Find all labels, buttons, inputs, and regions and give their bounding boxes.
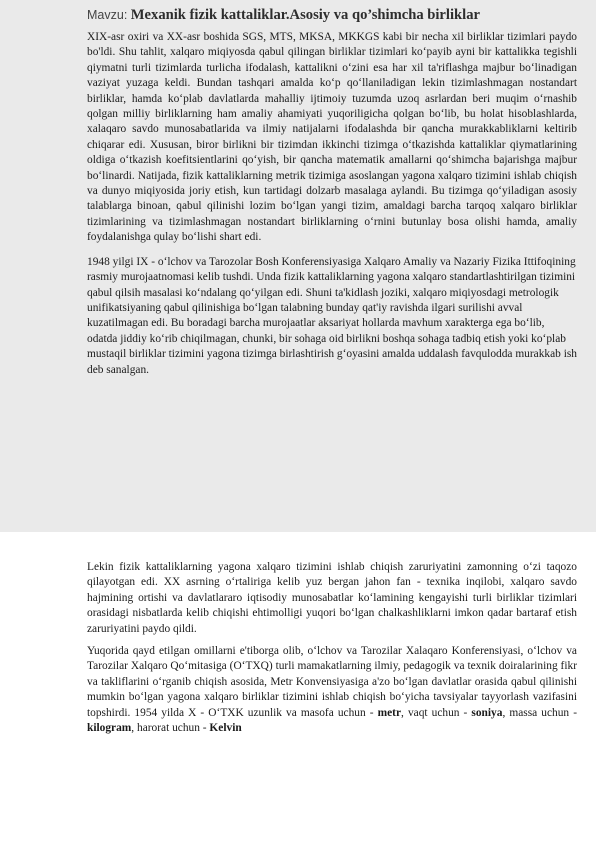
separator-temperature: , harorat uchun - [131, 722, 210, 735]
paragraph-4-text: Yuqorida qayd etilgan omillarni e'tiborga olib, o‘lchov va Tarozilar Xalaqaro Konferensiyasi, o‘lchov va Tarozilar Xalqaro Qo‘mitasiga (O‘TXQ) turli mamakatlarning ilmiy, pedagogik va texnik doiralarining fikr va takliflarini o‘rganib chiqish asosida, Metr Konvensiyasiga a'zo bo‘lgan davlatlar orasida qabul qilinishi mumkin bo‘lgan yagona xalqaro birliklar tizimini ishlab chiqish bo‘yicha tavsiyalar tayyorlash vazifasini topshirdi. 1954 yilda X - O‘TXK uzunlik va masofa uchun - [87, 645, 577, 719]
paragraph-3: Lekin fizik kattaliklarning yagona xalqaro tizimini ishlab chiqish zaruriyatini zamonning o‘zi taqozo qilayotgan edi. XX asrning o‘rtaliriga kelib yuz bergan jahon fan - texnika inqilobi, xalqaro savdo hajmining ortishi va davlatlararo iqtisodiy munosabatlar ko‘lamining kengayishi turli birliklar tizimlari orasidagi nisbatlarda kelib chiqishi ehtimolligi yuqori bo‘lgan chalkashliklarni imkon qadar bartaraf etish zaruriyatini paydo qildi. [87, 561, 577, 635]
document-title [87, 6, 577, 24]
separator-mass: , massa uchun - [502, 706, 577, 719]
unit-metr: metr [377, 706, 402, 719]
unit-kelvin: Kelvin [209, 722, 242, 735]
paragraph-1: XIX-asr oxiri va XX-asr boshida SGS, MTS, MKSA, MKKGS kabi bir necha xil birliklar tizimlari paydo bo'ldi. Shu tahlit, xalqaro miqiyosda qabul qilingan birliklar tizimlari ko‘payib ayni bir kattalikka tegishli qiymatni turli tizimlarda turlicha ifodalash, kattalikni o‘zini esa har xil ta'riflashga majbur bo‘linadigan vaziyat yuzaga keldi. Bundan tashqari amalda ko‘p qo‘llaniladigan lekin tizimlashmagan nostandart birliklar, hamda ko‘plab davlatlarda mahalliy ijtimoiy tuzumda uzoq asrlardan beri muqim o‘rnashib qolgan milliy birliklarning ham amaliy ahamiyati yuqoriligicha qolgan bo‘lib, bu holat hisoblashlarda, xalaqaro savdo munosabatlarida va ilmiy natijalarni ifodalashda bir qancha murakkabliklarni keltirib chiqarar edi. Xususan, biror birlikni bir tizimdan ikkinchi tizimga o‘tkazishda kattaliklar qiymatlarining oldiga o‘tkazish koefitsientlarini qo‘yish, bir qancha matematik amallarni qo‘shimcha bajarishga majbur bo‘linardi. Natijada, fizik kattaliklarning metrik tizimiga asoslangan yagona xalqaro tizimini ishlab chiqish va dunyo miqiyosida joriy etish, kun tartidagi dolzarb masalaga aylandi. Bu tizimga qo‘yiladigan asosiy talablarga binoan, qabul qilinishi lozim bo‘lgan yangi tizim, amaldagi barcha tarqoq xalqaro birliklar tizimlarining va tizimlashmagan nostandart birliklarning o‘rnini butunlay bosa olishi hamda, amaliy foydalanishga qulay bo‘lishi shart edi. [87, 31, 577, 244]
unit-kilogram: kilogram [87, 722, 132, 735]
plain-section [0, 560, 596, 743]
paragraph-4 [87, 644, 577, 736]
unit-soniya: soniya [471, 706, 503, 719]
topic-label: Mavzu: [87, 8, 131, 22]
separator-time: , vaqt uchun - [401, 706, 472, 719]
paragraph-2: 1948 yilgi IX - o‘lchov va Tarozolar Bosh Konferensiyasiga Xalqaro Amaliy va Nazariy Fizika Ittifoqining rasmiy murojaatnomasi kelib tushdi. Unda fizik kattaliklarning yagona xalqaro standartlashtirilgan tizimini qabul qilsih masalasi ko‘ndalang qo‘yilgan edi. Shuni ta'kidlash joziki, xalqaro miqiyosdagi metrologik unifikatsiyaning qabul qilinishiga bo‘lgan talabning bunday qat'iy ravishda ilgari surilishi avval kuzatilmagan edi. Bu boradagi barcha murojaatlar aksariyat hollarda mavhum xarakterga ega bo‘lib, odatda jiddiy ko‘rib chiqilmagan, chunki, bir sohaga oid birlikni boshqa sohaga tadbiq etish yoki ko‘plab mustaqil birliklar tizimini yagona tizimga birlashtirish g‘oyasini amalda uddalash favqulodda murakkab ish deb sanalgan. [87, 255, 578, 376]
blank-space [87, 378, 577, 393]
topic-title: Mexanik fizik kattaliklar.Asosiy va qo’shimcha birliklar [130, 7, 480, 23]
